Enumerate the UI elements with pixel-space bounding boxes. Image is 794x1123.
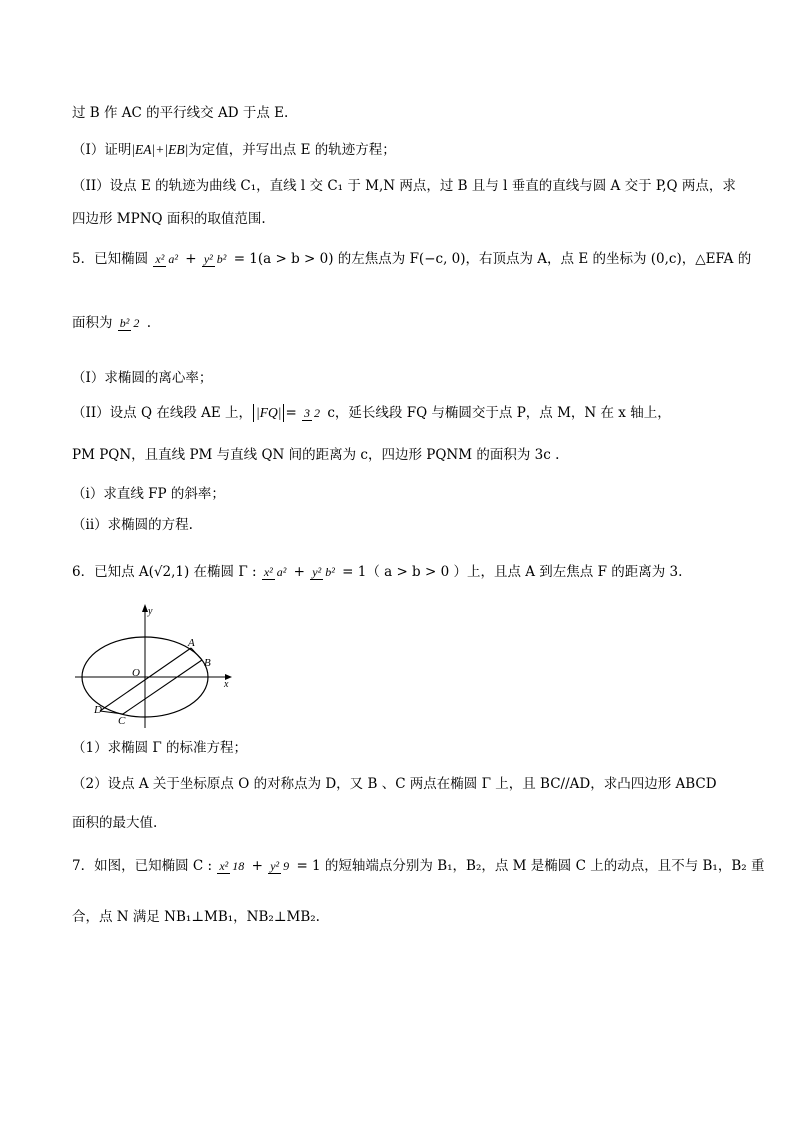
text-line: 合，点 N 满足 NB₁⊥MB₁，NB₂⊥MB₂. (72, 909, 320, 925)
segment-ab (191, 648, 202, 660)
fraction: x² 18 (219, 858, 245, 873)
fraction: 3 2 (304, 405, 321, 420)
fraction: b² 2 (119, 315, 140, 330)
label-x: x (224, 679, 229, 690)
label-c: C (118, 715, 126, 727)
text-line: 四边形 MPNQ 面积的取值范围. (72, 211, 266, 227)
text-line: 面积为 b² 2 . (72, 315, 151, 331)
ellipse-figure (70, 600, 240, 730)
text-line: （I）证明|EA|+|EB|为定值，并写出点 E 的轨迹方程； (72, 142, 396, 158)
fraction: x² a² (263, 564, 287, 579)
text-line: （I）求椭圆的离心率； (72, 370, 213, 386)
label-d: D (94, 704, 102, 716)
text-line: PM PQN，且直线 PM 与直线 QN 间的距离为 c，四边形 PQNM 的面积为 3c . (72, 447, 560, 463)
text-line: （2）设点 A 关于坐标原点 O 的对称点为 D，又 B 、C 两点在椭圆 Γ 上，且 BC//AD，求凸四边形 ABCD (72, 776, 717, 792)
problem-7: 7．如图，已知椭圆 C : x² 18 + y² 9 = 1 的短轴端点分别为 B₁，B₂，点 M 是椭圆 C 上的动点，且不与 B₁，B₂ 重 (72, 858, 765, 874)
fraction: y² b² (312, 564, 335, 579)
text-line: （i）求直线 FP 的斜率； (72, 486, 225, 502)
label-origin: O (132, 667, 140, 679)
label-b: B (204, 657, 211, 669)
fraction: y² 9 (270, 858, 290, 873)
problem-6: 6．已知点 A(√2,1) 在椭圆 Γ : x² a² + y² b² = 1（ a > b > 0 ）上，且点 A 到左焦点 F 的距离为 3. (72, 564, 683, 580)
label-y: y (148, 606, 153, 617)
text-line: （1）求椭圆 Γ 的标准方程； (72, 740, 248, 756)
text-line: （II）设点 Q 在线段 AE 上， |FQ| = 3 2 c，延长线段 FQ 与椭圆交于点 P，点 M，N 在 x 轴上， (72, 405, 671, 421)
fraction: x² a² (155, 251, 178, 266)
label-a: A (188, 637, 195, 649)
text-line: （II）设点 E 的轨迹为曲线 C₁，直线 l 交 C₁ 于 M,N 两点，过 B 且与 l 垂直的直线与圆 A 交于 P,Q 两点，求 (72, 178, 736, 194)
problem-5: 5．已知椭圆 x² a² + y² b² = 1(a > b > 0) 的左焦点为 F(−c, 0)，右顶点为 A，点 E 的坐标为 (0,c)，△EFA 的 (72, 251, 752, 267)
fraction: y² b² (203, 251, 227, 266)
text-line: 过 B 作 AC 的平行线交 AD 于点 E. (72, 105, 289, 121)
text-line: 面积的最大值. (72, 815, 158, 831)
text-line: （ii）求椭圆的方程. (72, 517, 193, 533)
